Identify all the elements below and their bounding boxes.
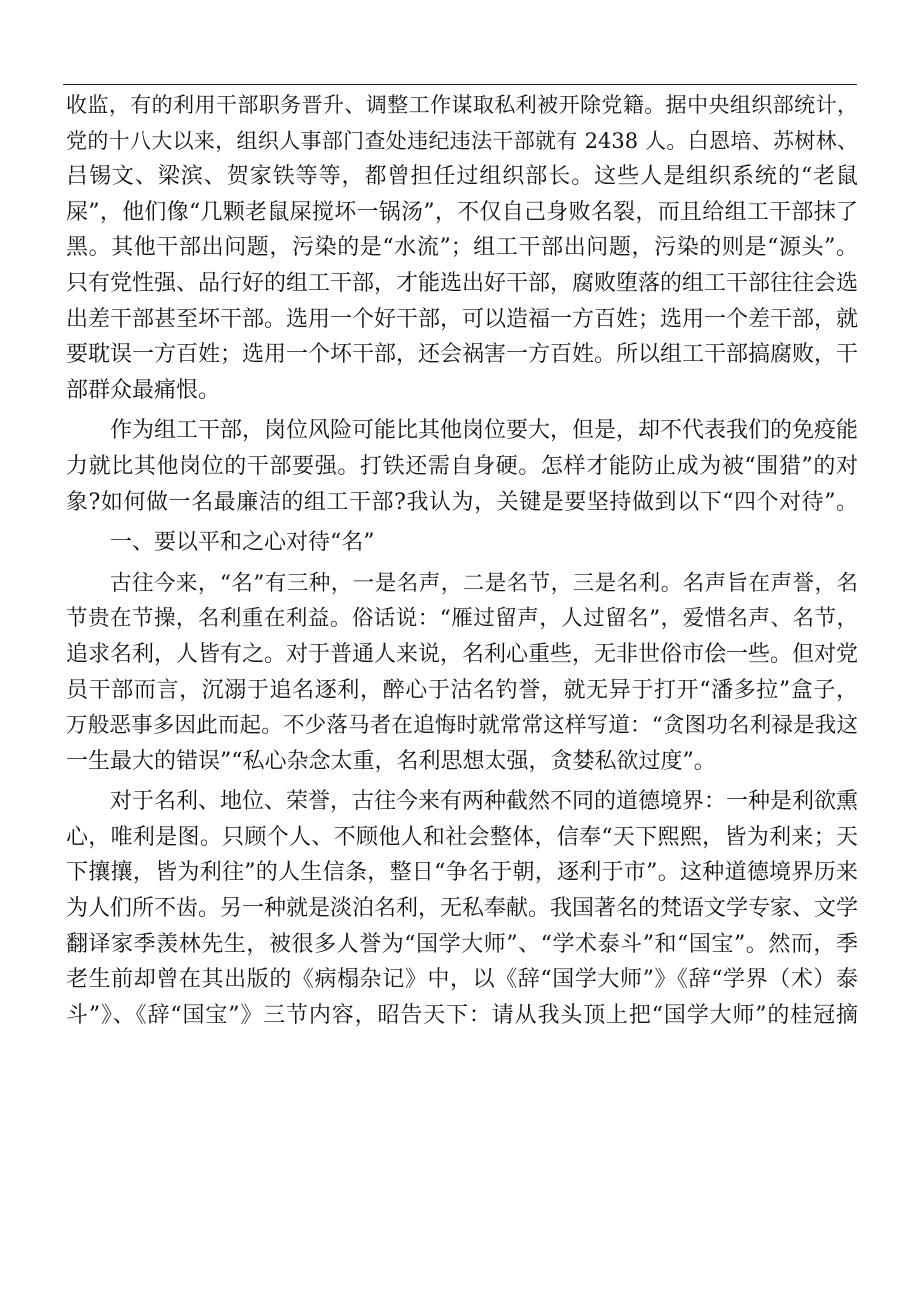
text-line: 作为组工干部，岗位风险可能比其他岗位要大，但是，却不代表我们的免疫能: [66, 418, 859, 444]
text-line: 党的十八大以来，组织人事部门查处违纪违法干部就有 2438 人。白恩培、苏树林、: [66, 128, 858, 153]
text-line: 黑。其他干部出问题，污染的是“水流”；组工干部出问题，污染的则是“源头”。: [66, 235, 858, 261]
text-line: 只有党性强、品行好的组工干部，才能选出好干部，腐败堕落的组工干部往往会选: [66, 270, 859, 296]
text-line: 为人们所不齿。另一种就是淡泊名利，无私奉献。我国著名的梵语文学专家、文学: [66, 896, 859, 922]
text-line: 要耽误一方百姓；选用一个坏干部，还会祸害一方百姓。所以组工干部搞腐败，干: [66, 342, 859, 368]
body-text: [66, 88, 858, 1033]
text-line: 出差干部甚至坏干部。选用一个好干部，可以造福一方百姓；选用一个差干部，就: [66, 306, 859, 332]
text-line: 下攘攘，皆为利往”的人生信条，整日“争名于朝，逐利于市”。这种道德境界历来: [66, 860, 858, 886]
section-heading: 一、要以平和之心对待“名”: [66, 530, 375, 556]
text-line: 万般恶事多因此而起。不少落马者在追悔时就常常这样写道：“贪图功名利禄是我这: [66, 713, 858, 739]
text-line: 翻译家季羡林先生，被很多人誉为“国学大师”、“学术泰斗”和“国宝”。然而，季: [66, 931, 858, 957]
text-line: 象?如何做一名最廉洁的组工干部?我认为，关键是要坚持做到以下“四个对待”。: [66, 489, 858, 515]
text-line: 员干部而言，沉溺于追名逐利，醉心于沽名钓誉，就无异于打开“潘多拉”盒子，: [66, 677, 858, 703]
text-line: 收监，有的利用干部职务晋升、调整工作谋取私利被开除党籍。据中央组织部统计，: [66, 93, 858, 117]
text-line: 力就比其他岗位的干部要强。打铁还需自身硬。怎样才能防止成为被“围猎”的对: [66, 453, 858, 479]
text-line: 老生前却曾在其出版的《病榻杂记》中，以《辞“国学大师”》《辞“学界（术）泰: [66, 967, 858, 993]
text-line: 部群众最痛恨。: [66, 377, 221, 403]
text-line: 屎”，他们像“几颗老鼠屎搅坏一锅汤”，不仅自己身败名裂，而且给组工干部抹了: [66, 199, 858, 225]
text-line: 吕锡文、梁滨、贺家铁等等，都曾担任过组织部长。这些人是组织系统的“老鼠: [66, 164, 858, 190]
header-rule: [63, 84, 857, 85]
text-line: 对于名利、地位、荣誉，古往今来有两种截然不同的道德境界：一种是利欲熏: [66, 789, 859, 815]
text-line: 心，唯利是图。只顾个人、不顾他人和社会整体，信奉“天下熙熙，皆为利来；天: [66, 824, 858, 850]
text-line: 古往今来，“名”有三种，一是名声，二是名节，三是名利。名声旨在声誉，名: [66, 570, 858, 596]
text-line: 节贵在节操，名利重在利益。俗话说：“雁过留声，人过留名”，爱惜名声、名节，: [66, 606, 858, 632]
text-line: 一生最大的错误”“私心杂念太重，名利思想太强，贪婪私欲过度”。: [66, 748, 716, 774]
text-line: 斗”》、《辞“国宝”》三节内容，昭告天下：请从我头顶上把“国学大师”的桂冠摘: [66, 1002, 858, 1028]
text-line: 追求名利，人皆有之。对于普通人来说，名利心重些，无非世俗市侩一些。但对党: [66, 641, 859, 667]
